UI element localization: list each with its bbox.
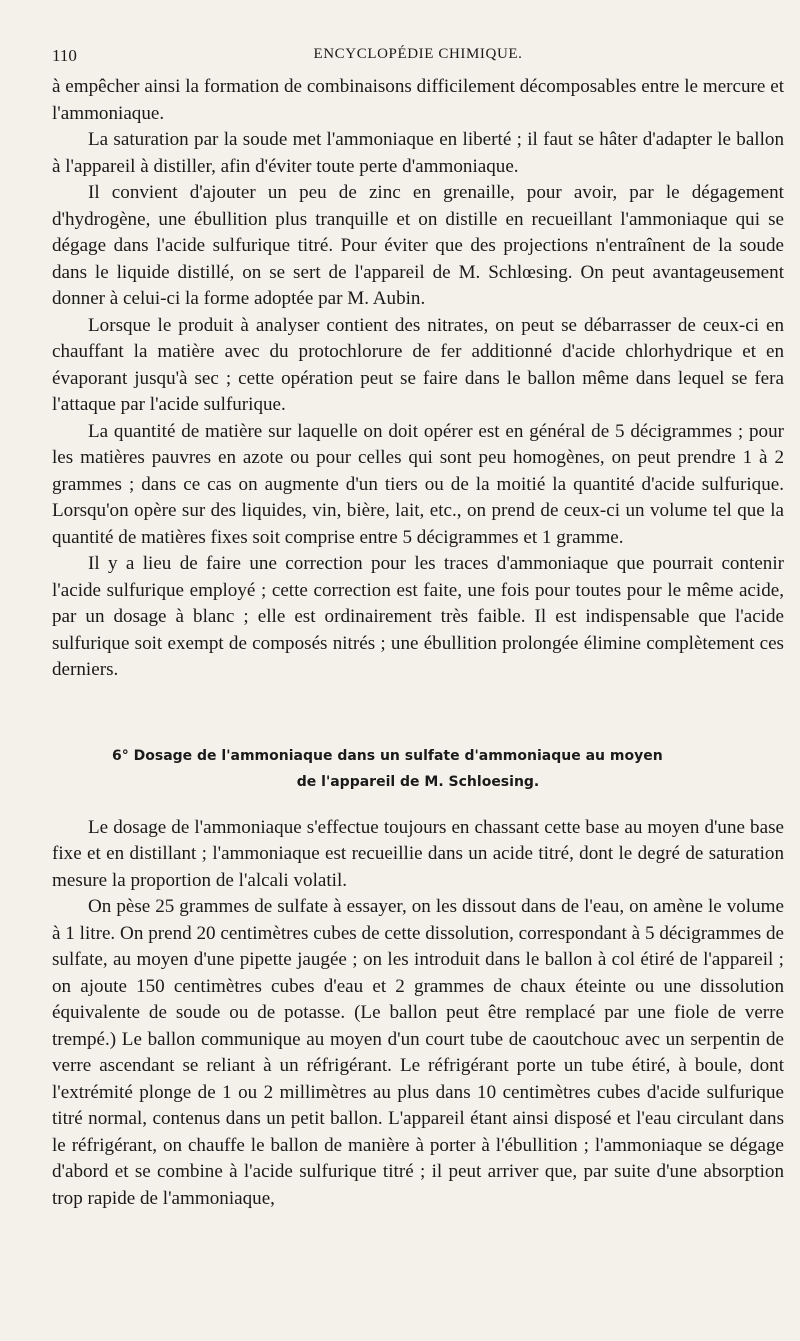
body-text: [52, 74, 784, 1212]
paragraph: La quantité de matière sur laquelle on doit opérer est en général de 5 décigrammes ; pour les matières pauvres en azote ou pour celles qui sont peu homogènes, on peut prendre 1 à 2 grammes ; dans ce cas on augmente d'un tiers ou de la moitié la quantité d'acide sulfurique. Lorsqu'on opère sur des liquides, vin, bière, lait, etc., on prend de ceux-ci un volume tel que la quantité de matières fixes soit comprise entre 5 décigrammes et 1 gramme.: [52, 420, 784, 548]
paragraph: La saturation par la soude met l'ammoniaque en liberté ; il faut se hâter d'adapter le ballon à l'appareil à distiller, afin d'éviter toute perte d'ammoniaque.: [52, 129, 784, 177]
paragraph: Il convient d'ajouter un peu de zinc en grenaille, pour avoir, par le dégagement d'hydrogène, une ébullition plus tranquille et on distille en recueillant l'ammoniaque qui se dégage dans l'acide sulfurique titré. Pour éviter que des projections n'entraînent de la soude dans le liquide distillé, on se sert de l'appareil de M. Schlœsing. On peut avantageusement donner à celui-ci la forme adoptée par M. Aubin.: [52, 182, 784, 309]
paragraph: Le dosage de l'ammoniaque s'effectue toujours en chassant cette base au moyen d'une base fixe et en distillant ; l'ammoniaque est recueillie dans un acide titré, dont le degré de saturation mesure la proportion de l'alcali volatil.: [52, 816, 784, 891]
paragraph: Lorsque le produit à analyser contient des nitrates, on peut se débarrasser de ceux-ci en chauffant la matière avec du protochlorure de fer additionné d'acide chlorhydrique et en évaporant jusqu'à sec ; cette opération peut se faire dans le ballon même dans lequel se fera l'attaque par l'acide sulfurique.: [52, 314, 784, 415]
section-heading: [52, 743, 784, 795]
section-body: [52, 815, 784, 1213]
paragraph: Il y a lieu de faire une correction pour les traces d'ammoniaque que pourrait contenir l'acide sulfurique employé ; cette correction est faite, une fois pour toutes pour le même acide, par un dosage à blanc ; elle est ordinairement très faible. Il est indispensable que l'acide sulfurique soit exempt de composés nitrés ; une ébullition prolongée élimine complètement ces derniers.: [52, 553, 784, 680]
running-head: ENCYCLOPÉDIE CHIMIQUE.: [313, 46, 523, 62]
paragraph: On pèse 25 grammes de sulfate à essayer, on les dissout dans de l'eau, on amène le volume à 1 litre. On prend 20 centimètres cubes de cette dissolution, correspondant à 5 décigrammes de sulfate, au moyen d'une pipette jaugée ; on les introduit dans le ballon à col étiré de l'appareil ; on ajoute 150 centimètres cubes d'eau et 2 grammes de chaux éteinte ou une dissolution équivalente de soude ou de potasse. (Le ballon peut être remplacé par une fiole de verre trempé.) Le ballon communique au moyen d'un court tube de caoutchouc avec un serpentin de verre ascendant se reliant à un réfrigérant. Le réfrigérant porte un tube étiré, à boule, dont l'extrémité plonge de 1 ou 2 millimètres au plus dans 10 centimètres cubes d'acide sulfurique titré normal, contenus dans un petit ballon. L'appareil étant ainsi disposé et l'eau circulant dans le réfrigérant, on chauffe le ballon de manière à porter à l'ébullition ; l'ammoniaque se dégage d'abord et se combine à l'acide sulfurique titré ; il peut arriver que, par suite d'une absorption trop rapide de l'ammoniaque,: [52, 896, 784, 1209]
paragraph: à empêcher ainsi la formation de combinaisons difficilement décomposables entre le mercure et l'ammoniaque.: [52, 76, 784, 124]
page-header: [52, 38, 784, 74]
page-number: 110: [52, 46, 77, 65]
section-heading-line-1: 6° Dosage de l'ammoniaque dans un sulfate d'ammoniaque au moyen: [112, 747, 663, 764]
section-heading-line-2: de l'appareil de M. Schloesing.: [296, 773, 540, 790]
book-page: [52, 38, 784, 1212]
